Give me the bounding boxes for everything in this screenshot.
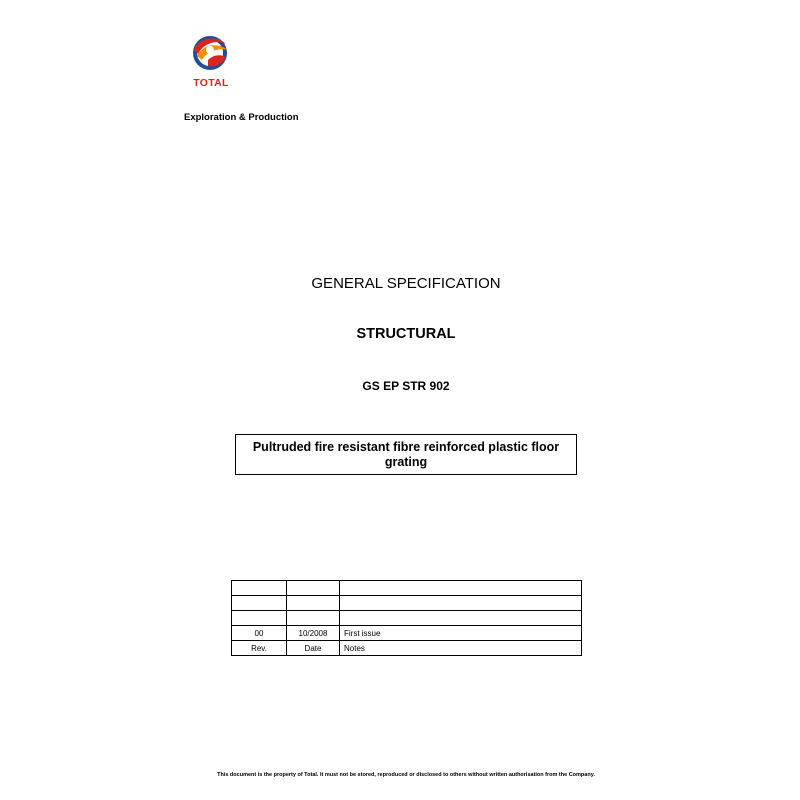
- rev-header: Rev.: [232, 641, 287, 656]
- notes-cell: [340, 581, 582, 596]
- document-title-line2: grating: [384, 454, 428, 469]
- document-title-line1: Pultruded fire resistant fibre reinforced plastic floor: [252, 439, 560, 454]
- document-title: [253, 440, 559, 470]
- notes-cell: [340, 596, 582, 611]
- document-title-box: [235, 434, 577, 475]
- document-type: GENERAL SPECIFICATION: [311, 275, 501, 292]
- date-header: Date: [287, 641, 340, 656]
- date-cell: [287, 581, 340, 596]
- logo-wordmark: TOTAL: [193, 77, 229, 89]
- notes-cell: [340, 611, 582, 626]
- date-cell: [287, 611, 340, 626]
- date-cell: [287, 596, 340, 611]
- rev-cell: [232, 581, 287, 596]
- table-header-row: [232, 641, 582, 656]
- revision-table: [231, 580, 582, 656]
- table-row: [232, 581, 582, 596]
- table-row: [232, 626, 582, 641]
- notes-cell: First issue: [340, 626, 582, 641]
- table-row: [232, 596, 582, 611]
- table-row: [232, 611, 582, 626]
- rev-cell: [232, 596, 287, 611]
- date-cell: 10/2008: [287, 626, 340, 641]
- notes-header: Notes: [340, 641, 582, 656]
- document-discipline: STRUCTURAL: [356, 326, 456, 342]
- confidentiality-notice: This document is the property of Total. It must not be stored, reproduced or disclosed to others without written authorisation from the Company.: [217, 772, 595, 778]
- document-reference: GS EP STR 902: [362, 379, 450, 393]
- division-name: Exploration & Production: [184, 112, 299, 123]
- rev-cell: 00: [232, 626, 287, 641]
- rev-cell: [232, 611, 287, 626]
